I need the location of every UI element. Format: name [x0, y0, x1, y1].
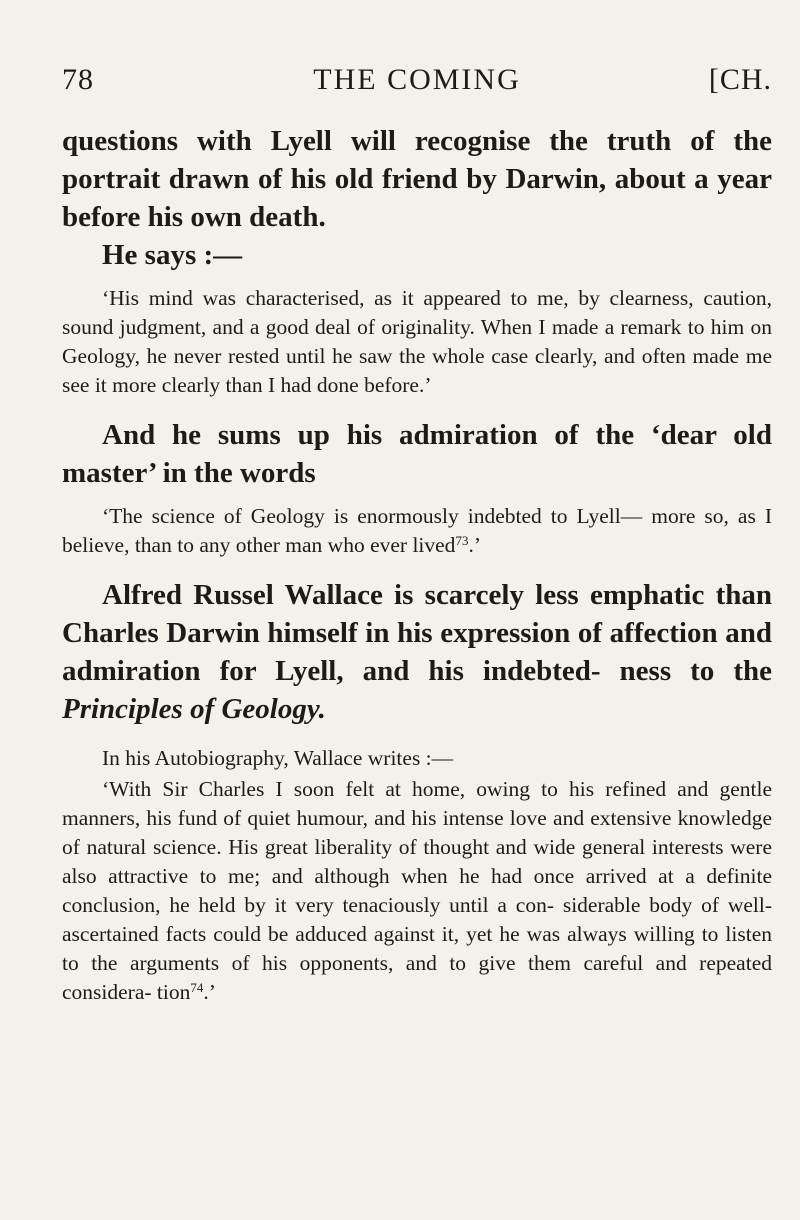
paragraph-admiration: And he sums up his admiration of the ‘dear old master’ in the words — [62, 419, 772, 489]
chapter-marker: [CH. — [708, 63, 772, 96]
paragraph-autobiography: In his Autobiography, Wallace writes :— — [102, 746, 454, 770]
quote-end: .’ — [468, 533, 481, 557]
opening-block — [62, 122, 772, 274]
paragraph-continuation: questions with Lyell will recognise the truth of the portrait drawn of his old friend by Darwin, about a year before his own death. — [62, 125, 772, 233]
quote-text: ‘With Sir Charles I soon felt at home, owing to his refined and gentle manners, his fund of quiet humour, and his intense love and extensive knowledge of natural science. His great liberality of thought and wide general interests were also attractive to me; and although when he had once arrived at a definite conclusion, he held by it very tenaciously until a con- siderable body of well-ascertained facts could be adduced against it, yet he was always willing to listen to the arguments of his opponents, and to give them careful and repeated considera- tion — [62, 777, 772, 1004]
running-title: THE COMING — [313, 63, 521, 96]
paragraph-wallace — [62, 576, 772, 728]
paragraph-he-says: He says :— — [102, 239, 243, 271]
footnote-ref-74: 74 — [190, 980, 204, 995]
quote-wallace-on-lyell — [62, 775, 772, 1007]
book-title-italic: Principles of Geology. — [62, 693, 326, 725]
quote-science-of-geology — [62, 502, 772, 560]
running-head — [62, 60, 772, 100]
quote-darwin-on-lyell: ‘His mind was characterised, as it appeared to me, by clearness, caution, sound judgment, and a good deal of originality. When I made a remark to him on Geology, he never rested until he saw the whole case clearly, and often made me see it more clearly than I had done before.’ — [62, 286, 772, 397]
footnote-ref-73: 73 — [455, 533, 469, 548]
book-page — [62, 60, 772, 1007]
quote-text: ‘The science of Geology is enormously indebted to Lyell— more so, as I believe, than to any other man who ever lived — [62, 504, 772, 557]
paragraph-text: Alfred Russel Wallace is scarcely less emphatic than Charles Darwin himself in his expression of affection and admiration for Lyell, and his indebted- ness to the — [62, 579, 772, 687]
quote-end: .’ — [203, 980, 216, 1004]
page-number: 78 — [62, 63, 94, 96]
